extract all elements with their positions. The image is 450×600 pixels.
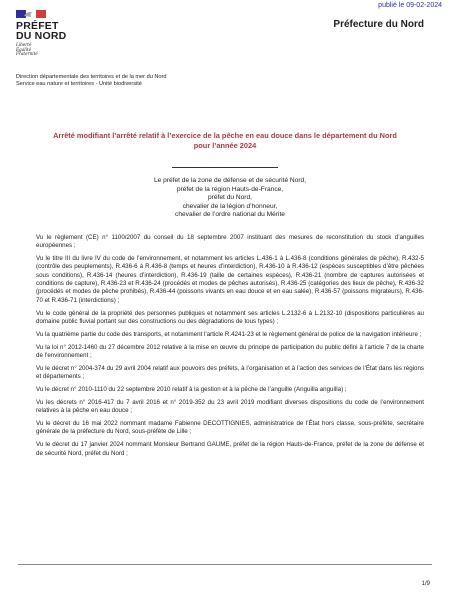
publication-stamp: publié le 09-02-2024 [378, 2, 442, 9]
visa-paragraph: Vu le code général de la propriété des personnes publiques et notamment ses articles L.2132-6 à L.2132-10 (dispositions particulières au domaine public fluvial portant sur des constructions ou des dégradations de tous types) ; [36, 309, 424, 325]
prefet-titles: Le préfet de la zone de défense et de sécurité Nord, préfet de la région Hauts-de-France, préfet du Nord, chevalier de la légion d’honneur, chevalier de l’ordre national du Mérite [153, 177, 307, 219]
document-title: Arrêté modifiant l’arrêté relatif à l’exercice de la pêche en eau douce dans le département du Nord pour l’année 2024 [53, 131, 397, 150]
visas-section [36, 234, 424, 462]
prefet-logo [16, 10, 86, 57]
visa-paragraph: Vu la loi n° 2012-1460 du 27 décembre 2012 relative à la mise en œuvre du principe de participation du public défini à l’article 7 de la charte de l’environnement ; [36, 343, 424, 359]
visa-paragraph: Vu les décrets n° 2016-417 du 7 avril 2016 et n° 2019-352 du 23 avril 2019 modifiant diverses dispositions du code de l’environnement relatives à la pêche en eau douce ; [36, 398, 424, 415]
visa-paragraph: Vu le décret du 16 mai 2022 nommant madame Fabienne DECOTTIGNIES, administratrice de l’État hors classe, sous-préfète, secrétaire générale de la préfecture du Nord, sous-préfète de Lille ; [36, 420, 424, 436]
visa-paragraph: Vu la quatrième partie du code des transports, et notamment l’article R.4241-23 et le règlement général de police de la navigation intérieure ; [36, 330, 422, 338]
logo-motto: Liberté Égalité Fraternité [16, 42, 38, 57]
title-rule [172, 167, 278, 168]
issuing-service: Direction départementale des territoires et de la mer du Nord Service eau nature et territoires - Unité biodiversité [16, 74, 167, 88]
visa-paragraph: Vu le décret n° 2004-374 du 29 avril 2004 relatif aux pouvoirs des préfets, à l’organisation et à l’action des services de l’État dans les régions et départements ; [36, 364, 424, 381]
marianne-flag-icon [16, 10, 46, 18]
logo-prefet-text: PRÉFET DU NORD [16, 20, 67, 42]
visa-paragraph: Vu le décret du 17 janvier 2024 nommant Monsieur Bertrand GAUME, préfet de la région Hauts-de-France, préfet de la zone de défense et de sécurité Nord, préfet du Nord ; [36, 441, 424, 457]
prefecture-name: Préfecture du Nord [333, 19, 424, 30]
visa-paragraph: Vu le règlement (CE) n° 1100/2007 du conseil du 18 septembre 2007 instituant des mesures de reconstitution du stock d’anguilles européennes ; [36, 234, 424, 250]
footer-rule [18, 564, 432, 565]
page-number: 1/9 [421, 581, 430, 587]
visa-paragraph: Vu le titre III du livre IV du code de l’environnement, et notamment les articles L.436-1 à L.436-8 (conditions générales de pêche), R.432-5 (contrôle des peuplements), R.436-6 à R.436-8 (temps et heures d’interdiction), R.436-10 à R.436-12 (espèces susceptibles d’être pêchées sous conditions), R.436-14 (heures d’interdiction), R.436-19 (taille de certaines espèces), R.436-21 (nombre de captures autorisées et conditions de capture), R.436-23 et R.436-24 (procédés et modes de pêches autorisés), R.436-25 (catégories des lieux de pêche), R.436-32 (procédés et modes de pêche prohibés), R.436-44 (poissons vivants en eau douce et en eau salée), R.436-57 (poissons migrateurs), R.436-70 et R.436-71 (interdictions) ; [36, 255, 424, 304]
visa-paragraph: Vu le décret n° 2010-1110 du 22 septembre 2010 relatif à la gestion et à la pêche de l’anguille (Anguilla anguilla) ; [36, 386, 347, 394]
